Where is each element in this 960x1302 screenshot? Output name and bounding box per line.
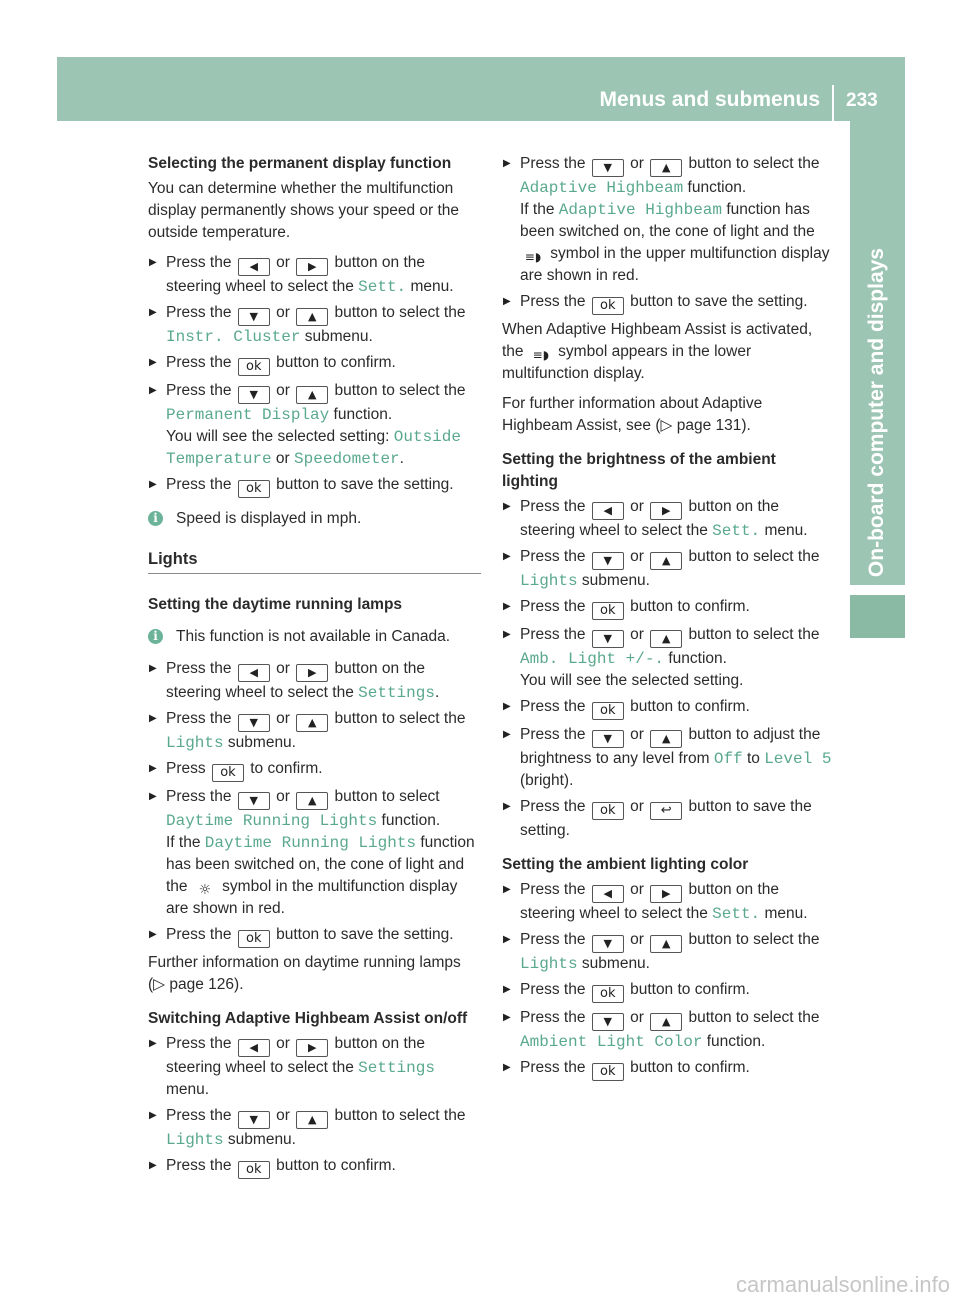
instruction-step	[148, 380, 481, 470]
text-block	[520, 979, 835, 1003]
text-run: symbol in the upper multifunction display are shown in red.	[520, 245, 830, 284]
header-divider	[832, 85, 834, 121]
text-run: function.	[683, 179, 747, 196]
text-block	[520, 1057, 835, 1081]
step-arrow-icon	[503, 1007, 511, 1029]
instruction-step	[148, 474, 481, 498]
text-run: Press the	[520, 498, 590, 515]
ok-key-icon	[238, 358, 270, 376]
step-arrow-icon	[503, 796, 511, 818]
text-block	[502, 319, 835, 385]
ok-key-icon	[238, 930, 270, 948]
right-key-icon	[296, 664, 328, 682]
chapter-tab-label: On-board computer and displays	[865, 247, 888, 577]
text-run: Press the	[520, 1059, 590, 1076]
text-block	[166, 1033, 481, 1101]
step-arrow-icon	[503, 929, 511, 951]
paragraph	[502, 393, 835, 437]
text-run: button on the steering wheel to select the	[520, 498, 779, 539]
left-key-icon	[238, 258, 270, 276]
text-run: or	[625, 1009, 649, 1026]
right-key-icon	[296, 1039, 328, 1057]
right-key-icon	[296, 258, 328, 276]
text-run: .	[434, 684, 440, 701]
display-menu-entry: Instr. Cluster	[166, 328, 301, 346]
info-icon	[148, 511, 163, 526]
step-arrow-icon	[503, 546, 511, 568]
text-run: submenu.	[223, 1131, 296, 1148]
instruction-step	[502, 796, 835, 842]
text-run: button to select the	[684, 931, 820, 948]
text-run: function.	[329, 406, 393, 423]
step-arrow-icon	[503, 979, 511, 1001]
text-run: menu.	[406, 278, 454, 295]
text-run: submenu.	[577, 572, 650, 589]
text-block	[166, 832, 481, 920]
instruction-step	[502, 879, 835, 925]
text-run: button to confirm.	[625, 598, 750, 615]
instruction-step	[502, 979, 835, 1003]
step-arrow-icon	[149, 1105, 157, 1127]
text-run: You will see the selected setting:	[166, 428, 394, 445]
text-run: or	[625, 155, 649, 172]
instruction-step	[502, 929, 835, 975]
up-key-icon	[650, 159, 682, 177]
text-run: You can determine whether the multifunction display permanently shows your speed or the outside temperature.	[148, 180, 460, 241]
chapter-tab-marker	[850, 595, 905, 638]
subheading: Setting the ambient lighting color	[502, 856, 749, 873]
up-key-icon	[650, 1013, 682, 1031]
text-block	[166, 426, 481, 470]
display-menu-entry: Permanent Display	[166, 406, 330, 424]
step-arrow-icon	[149, 1155, 157, 1177]
up-key-icon	[296, 792, 328, 810]
instruction-step	[148, 352, 481, 376]
column-right	[502, 153, 835, 1085]
info-note	[148, 508, 481, 530]
text-block	[520, 670, 835, 692]
instruction-step	[502, 696, 835, 720]
down-key-icon	[238, 714, 270, 732]
display-menu-entry: Settings	[358, 684, 435, 702]
up-key-icon	[650, 630, 682, 648]
daytime-light-symbol-icon	[194, 882, 216, 898]
text-run: or	[271, 1107, 295, 1124]
text-run: Press the	[520, 1009, 590, 1026]
text-run: function.	[702, 1033, 766, 1050]
text-run: Press the	[166, 382, 236, 399]
text-block	[520, 199, 835, 287]
text-run: submenu.	[577, 955, 650, 972]
text-block	[166, 924, 481, 948]
text-run: menu.	[760, 905, 808, 922]
chapter-section-title: Menus and submenus	[599, 88, 820, 111]
step-arrow-icon	[149, 708, 157, 730]
text-run: (bright).	[520, 772, 574, 789]
text-block	[166, 302, 481, 348]
step-arrow-icon	[503, 696, 511, 718]
text-run: to confirm.	[245, 760, 323, 777]
instruction-step	[148, 302, 481, 348]
text-run: submenu.	[300, 328, 373, 345]
text-block	[502, 393, 835, 437]
step-arrow-icon	[503, 291, 511, 313]
text-run: symbol in the multifunction display are shown in red.	[166, 878, 458, 917]
highbeam-symbol-icon	[530, 347, 552, 363]
text-block	[166, 1105, 481, 1151]
text-block	[520, 153, 835, 199]
text-run: or	[271, 254, 295, 271]
text-block	[166, 658, 481, 704]
text-run: Press the	[166, 1157, 236, 1174]
step-arrow-icon	[149, 1033, 157, 1055]
text-run: button to save the setting.	[625, 293, 808, 310]
text-block	[520, 291, 835, 315]
display-menu-entry: Lights	[520, 955, 578, 973]
text-block	[520, 696, 835, 720]
text-run: or	[271, 1035, 295, 1052]
text-run: Press the	[520, 881, 590, 898]
text-run: Press the	[166, 710, 236, 727]
instruction-step	[148, 1155, 481, 1179]
ok-key-icon	[592, 297, 624, 315]
down-key-icon	[238, 308, 270, 326]
info-icon	[148, 629, 163, 644]
text-block	[166, 1155, 481, 1179]
paragraph	[148, 178, 481, 244]
text-block	[166, 380, 481, 426]
text-run: button to confirm.	[625, 1059, 750, 1076]
text-block	[520, 596, 835, 620]
left-key-icon	[592, 502, 624, 520]
display-menu-entry: Sett.	[712, 522, 761, 540]
instruction-step	[148, 1033, 481, 1101]
text-run: button to select the	[684, 626, 820, 643]
text-run: button to confirm.	[271, 354, 396, 371]
text-run: For further information about Adaptive Highbeam Assist, see (▷ page 131).	[502, 395, 763, 434]
text-block	[148, 952, 481, 996]
paragraph	[148, 952, 481, 996]
text-block	[520, 796, 835, 842]
text-run: to	[742, 750, 765, 767]
text-run: Press the	[166, 1107, 236, 1124]
text-run: button to adjust the brightness to any level from	[520, 726, 821, 767]
text-run: Press the	[166, 926, 236, 943]
step-arrow-icon	[149, 352, 157, 374]
text-run: or	[271, 450, 295, 467]
up-key-icon	[650, 935, 682, 953]
ok-key-icon	[592, 985, 624, 1003]
ok-key-icon	[238, 480, 270, 498]
text-block	[520, 546, 835, 592]
text-run: Press the	[520, 981, 590, 998]
text-run: button to select the	[330, 382, 466, 399]
down-key-icon	[592, 159, 624, 177]
page-number: 233	[846, 90, 878, 111]
step-arrow-icon	[149, 252, 157, 274]
text-run: Press the	[166, 254, 236, 271]
instruction-step	[502, 546, 835, 592]
display-menu-entry: Lights	[166, 1131, 224, 1149]
subheading: Setting the daytime running lamps	[148, 596, 403, 613]
site-watermark: carmanualsonline.info	[735, 1272, 950, 1297]
text-run: Press the	[520, 626, 590, 643]
text-run: Press the	[166, 354, 236, 371]
text-run: button on the steering wheel to select the	[520, 881, 779, 922]
column-left	[148, 153, 481, 1183]
instruction-step	[148, 252, 481, 298]
down-key-icon	[592, 552, 624, 570]
down-key-icon	[592, 630, 624, 648]
display-menu-entry: Sett.	[358, 278, 407, 296]
text-run: .	[399, 450, 404, 467]
text-run: menu.	[166, 1081, 210, 1098]
text-block	[166, 352, 481, 376]
text-run: Press the	[520, 798, 590, 815]
instruction-step	[148, 924, 481, 948]
down-key-icon	[592, 730, 624, 748]
text-run: button to select the	[330, 1107, 466, 1124]
chapter-side-tab	[850, 121, 905, 585]
step-arrow-icon	[149, 786, 157, 808]
text-run: or	[271, 304, 295, 321]
ok-key-icon	[592, 702, 624, 720]
text-run: or	[271, 710, 295, 727]
text-run: Press the	[520, 155, 590, 172]
text-block	[520, 496, 835, 542]
text-run: or	[625, 881, 649, 898]
text-run: Press the	[166, 660, 236, 677]
text-run: Press the	[166, 1035, 236, 1052]
display-menu-entry: Amb. Light +/-.	[520, 650, 665, 668]
step-arrow-icon	[503, 624, 511, 646]
display-menu-entry: Sett.	[712, 905, 761, 923]
text-run: submenu.	[223, 734, 296, 751]
left-key-icon	[238, 1039, 270, 1057]
info-text: Speed is displayed in mph.	[176, 510, 362, 527]
display-menu-entry: Daytime Running Lights	[204, 834, 417, 852]
step-arrow-icon	[503, 1057, 511, 1079]
instruction-step	[502, 724, 835, 792]
text-run: or	[271, 788, 295, 805]
step-arrow-icon	[503, 496, 511, 518]
step-arrow-icon	[149, 380, 157, 402]
up-key-icon	[296, 1111, 328, 1129]
text-run: button to confirm.	[625, 698, 750, 715]
text-run: Press the	[520, 698, 590, 715]
text-run: When Adaptive Highbeam Assist is activated, the	[502, 321, 813, 360]
text-block	[166, 786, 481, 832]
text-run: menu.	[760, 522, 808, 539]
right-key-icon	[650, 502, 682, 520]
text-run: button to save the setting.	[271, 476, 454, 493]
up-key-icon	[650, 730, 682, 748]
text-block	[166, 758, 481, 782]
instruction-step	[502, 1057, 835, 1081]
text-run: Press the	[520, 293, 590, 310]
down-key-icon	[238, 386, 270, 404]
text-run: Press the	[520, 931, 590, 948]
text-run: or	[625, 798, 649, 815]
text-run: or	[625, 626, 649, 643]
text-run: Press the	[166, 788, 236, 805]
text-block	[148, 178, 481, 244]
step-arrow-icon	[503, 879, 511, 901]
step-arrow-icon	[149, 302, 157, 324]
section-heading: Lights	[148, 548, 481, 574]
text-block	[520, 929, 835, 975]
display-menu-entry: Adaptive Highbeam	[520, 179, 684, 197]
display-menu-entry: Ambient Light Color	[520, 1033, 703, 1051]
right-key-icon	[650, 885, 682, 903]
text-run: Press	[166, 760, 210, 777]
text-run: function has been switched on, the cone of light and the	[166, 834, 475, 895]
text-block	[166, 474, 481, 498]
text-run: button on the steering wheel to select the	[166, 1035, 425, 1076]
text-run: button to save the setting.	[271, 926, 454, 943]
instruction-step	[148, 708, 481, 754]
ok-key-icon	[238, 1161, 270, 1179]
subheading: Setting the brightness of the ambient lighting	[502, 451, 776, 490]
left-key-icon	[238, 664, 270, 682]
text-run: function.	[664, 650, 727, 667]
text-block	[520, 624, 835, 670]
instruction-step	[148, 786, 481, 920]
up-key-icon	[296, 714, 328, 732]
step-arrow-icon	[503, 724, 511, 746]
highbeam-symbol-icon	[522, 249, 544, 265]
display-menu-entry: Speedometer	[294, 450, 400, 468]
text-run: or	[271, 382, 295, 399]
down-key-icon	[592, 935, 624, 953]
text-run: Further information on daytime running lamps (▷ page 126).	[148, 954, 461, 993]
text-run: or	[271, 660, 295, 677]
display-menu-entry: Outside Temperature	[166, 428, 461, 468]
display-menu-entry: Level 5	[764, 750, 832, 768]
text-block	[520, 879, 835, 925]
left-key-icon	[592, 885, 624, 903]
text-run: button on the steering wheel to select the	[166, 254, 425, 295]
ok-key-icon	[212, 764, 244, 782]
text-run: If the	[166, 834, 205, 851]
down-key-icon	[238, 792, 270, 810]
text-run: function has been switched on, the cone of light and the	[520, 201, 815, 240]
text-run: button to select the	[684, 155, 820, 172]
step-arrow-icon	[149, 658, 157, 680]
instruction-step	[502, 624, 835, 692]
text-run: or	[625, 548, 649, 565]
text-run: Press the	[520, 598, 590, 615]
ok-key-icon	[592, 802, 624, 820]
info-text: This function is not available in Canada.	[176, 628, 450, 645]
header-bar	[57, 57, 905, 121]
up-key-icon	[296, 308, 328, 326]
up-key-icon	[296, 386, 328, 404]
instruction-step	[502, 1007, 835, 1053]
subheading: Switching Adaptive Highbeam Assist on/off	[148, 1010, 468, 1027]
up-key-icon	[650, 552, 682, 570]
text-run: Press the	[166, 476, 236, 493]
text-block	[166, 252, 481, 298]
text-run: symbol appears in the lower multifunction display.	[502, 343, 752, 382]
text-run: button to select the	[684, 1009, 820, 1026]
text-run: button to confirm.	[625, 981, 750, 998]
text-run: You will see the selected setting.	[520, 672, 744, 689]
step-arrow-icon	[149, 924, 157, 946]
text-run: button to select	[330, 788, 440, 805]
text-run: If the	[520, 201, 559, 218]
instruction-step	[148, 658, 481, 704]
display-menu-entry: Daytime Running Lights	[166, 812, 378, 830]
text-run: button to select the	[684, 548, 820, 565]
instruction-step	[502, 153, 835, 287]
text-run: or	[625, 726, 649, 743]
display-menu-entry: Off	[713, 750, 743, 768]
back-key-icon	[650, 802, 682, 820]
step-arrow-icon	[503, 153, 511, 175]
text-block	[166, 708, 481, 754]
info-note	[148, 626, 481, 648]
text-run: button to save the setting.	[520, 798, 812, 839]
step-arrow-icon	[149, 474, 157, 496]
text-block	[520, 724, 835, 792]
down-key-icon	[238, 1111, 270, 1129]
text-run: Press the	[520, 726, 590, 743]
text-run: or	[625, 498, 649, 515]
display-menu-entry: Lights	[166, 734, 224, 752]
instruction-step	[502, 596, 835, 620]
display-menu-entry: Settings	[358, 1059, 435, 1077]
text-run: Press the	[166, 304, 236, 321]
subheading: Selecting the permanent display function	[148, 155, 452, 172]
instruction-step	[502, 291, 835, 315]
ok-key-icon	[592, 602, 624, 620]
text-block	[520, 1007, 835, 1053]
display-menu-entry: Adaptive Highbeam	[558, 201, 723, 219]
instruction-step	[148, 1105, 481, 1151]
down-key-icon	[592, 1013, 624, 1031]
step-arrow-icon	[503, 596, 511, 618]
text-run: Press the	[520, 548, 590, 565]
step-arrow-icon	[149, 758, 157, 780]
text-run: button to select the	[330, 710, 466, 727]
display-menu-entry: Lights	[520, 572, 578, 590]
instruction-step	[148, 758, 481, 782]
text-run: function.	[377, 812, 441, 829]
ok-key-icon	[592, 1063, 624, 1081]
text-run: button to select the	[330, 304, 466, 321]
text-run: button on the steering wheel to select the	[166, 660, 425, 701]
paragraph	[502, 319, 835, 385]
text-run: button to confirm.	[271, 1157, 396, 1174]
text-run: or	[625, 931, 649, 948]
instruction-step	[502, 496, 835, 542]
